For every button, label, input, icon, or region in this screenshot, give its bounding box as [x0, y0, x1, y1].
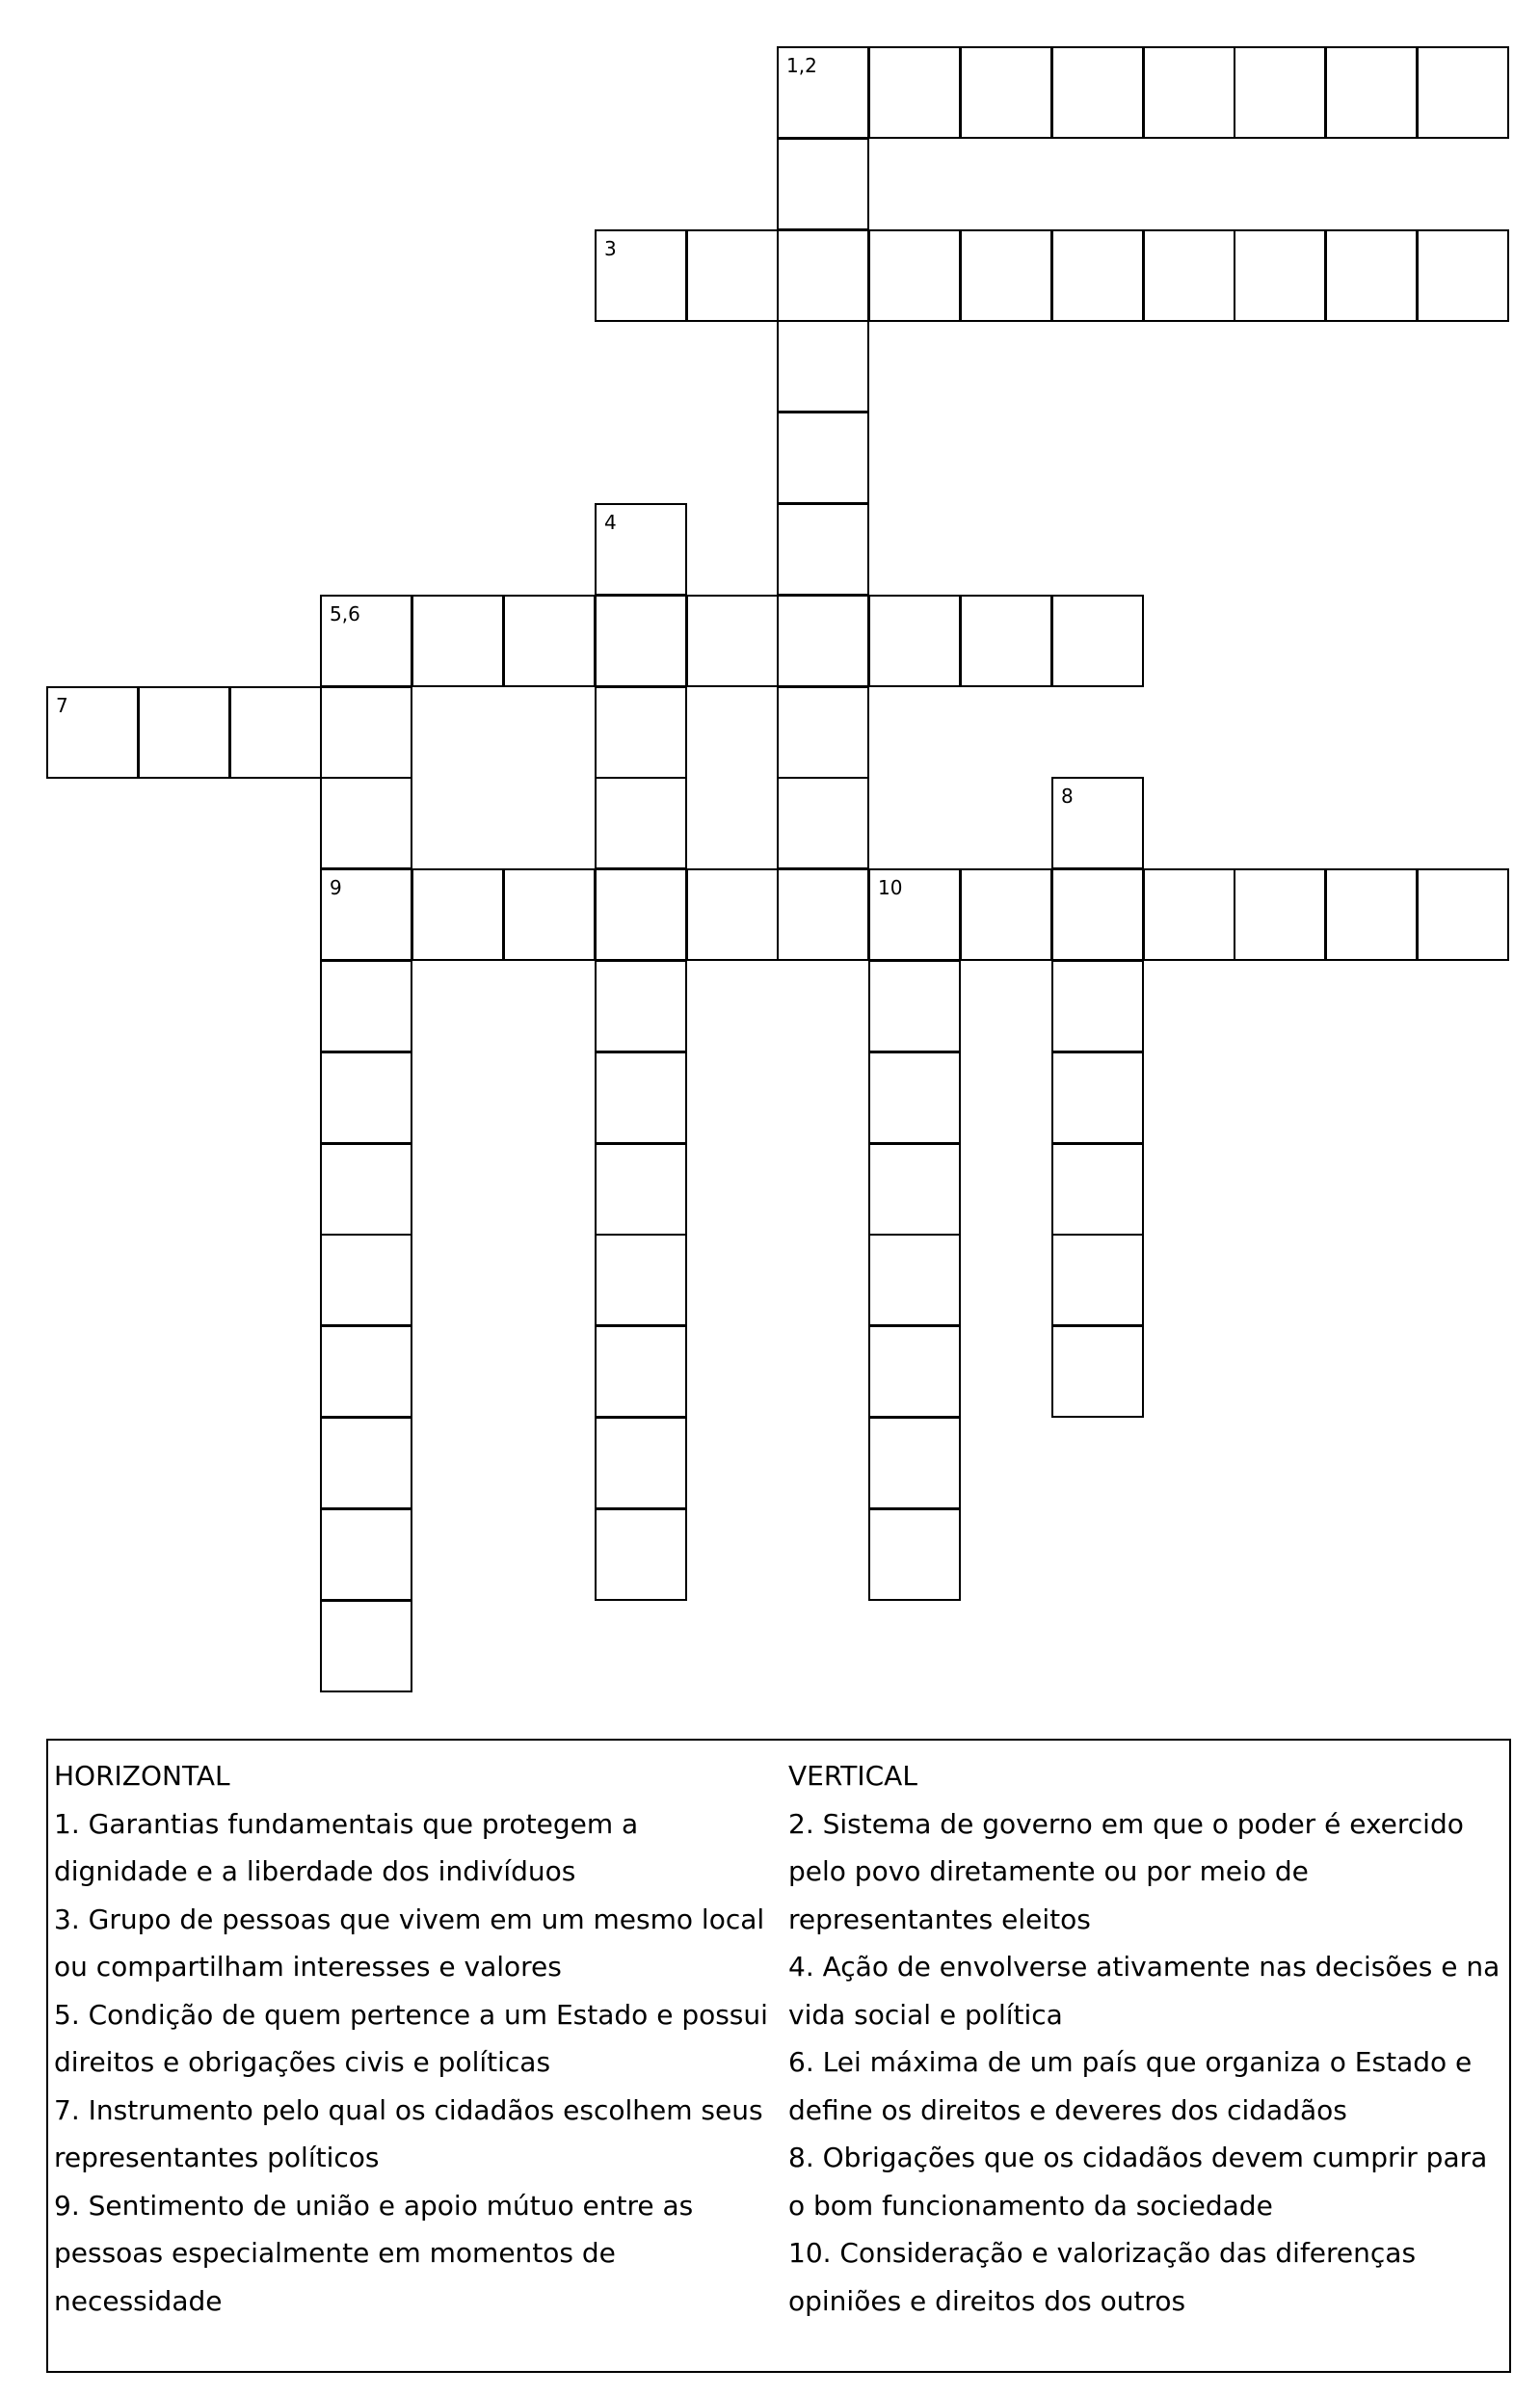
grid-cell[interactable]: [503, 595, 596, 687]
grid-cell[interactable]: [868, 1234, 961, 1326]
grid-cell[interactable]: [595, 1234, 687, 1326]
grid-cell[interactable]: [1417, 868, 1509, 961]
grid-cell[interactable]: [46, 686, 139, 779]
grid-cell[interactable]: [777, 777, 869, 869]
vertical-clue: 6. Lei máxima de um país que organiza o Estado e define os direitos e deveres dos cidadãos: [788, 2046, 1473, 2126]
grid-cell[interactable]: [595, 1325, 687, 1418]
grid-cell[interactable]: [868, 1508, 961, 1601]
grid-cell[interactable]: [777, 412, 869, 504]
grid-cell[interactable]: [595, 1052, 687, 1144]
grid-cell[interactable]: [1234, 868, 1326, 961]
grid-cell[interactable]: [1051, 777, 1144, 869]
vertical-clues: [788, 1752, 1507, 2325]
grid-cell[interactable]: [320, 595, 412, 687]
grid-cell[interactable]: [1325, 46, 1418, 139]
grid-cell[interactable]: [1051, 868, 1144, 961]
grid-cell[interactable]: [320, 1234, 412, 1326]
horizontal-clue: 9. Sentimento de união e apoio mútuo entre as pessoas especialmente em momentos de necessidade: [54, 2189, 694, 2317]
clues-box: [46, 1739, 1511, 2373]
grid-cell[interactable]: [1051, 960, 1144, 1052]
vertical-heading: VERTICAL: [788, 1760, 917, 1792]
grid-cell[interactable]: [503, 868, 596, 961]
horizontal-heading: HORIZONTAL: [54, 1760, 230, 1792]
grid-cell[interactable]: [1143, 868, 1235, 961]
clue-number: 7: [56, 694, 68, 717]
grid-cell[interactable]: [1051, 1143, 1144, 1236]
grid-cell[interactable]: [960, 868, 1052, 961]
grid-cell[interactable]: [960, 595, 1052, 687]
grid-cell[interactable]: [868, 868, 961, 961]
grid-cell[interactable]: [595, 868, 687, 961]
grid-cell[interactable]: [777, 229, 869, 322]
grid-cell[interactable]: [868, 229, 961, 322]
grid-cell[interactable]: [777, 868, 869, 961]
clue-number: 4: [604, 511, 617, 534]
grid-cell[interactable]: [138, 686, 230, 779]
grid-cell[interactable]: [1143, 229, 1235, 322]
clue-number: 9: [330, 876, 342, 899]
grid-cell[interactable]: [1417, 229, 1509, 322]
grid-cell[interactable]: [686, 229, 779, 322]
grid-cell[interactable]: [868, 595, 961, 687]
grid-cell[interactable]: [777, 503, 869, 596]
grid-cell[interactable]: [1325, 229, 1418, 322]
grid-cell[interactable]: [1234, 46, 1326, 139]
grid-cell[interactable]: [320, 777, 412, 869]
grid-cell[interactable]: [960, 46, 1052, 139]
grid-cell[interactable]: [777, 686, 869, 779]
grid-cell[interactable]: [1143, 46, 1235, 139]
horizontal-clues: [54, 1752, 779, 2325]
horizontal-clue: 3. Grupo de pessoas que vivem em um mesmo local ou compartilham interesses e valores: [54, 1903, 765, 1983]
grid-cell[interactable]: [1051, 1234, 1144, 1326]
grid-cell[interactable]: [686, 868, 779, 961]
grid-cell[interactable]: [320, 868, 412, 961]
grid-cell[interactable]: [320, 1417, 412, 1509]
grid-cell[interactable]: [320, 686, 412, 779]
horizontal-clue: 7. Instrumento pelo qual os cidadãos escolhem seus representantes políticos: [54, 2093, 763, 2173]
vertical-clue: 4. Ação de envolverse ativamente nas decisões e na vida social e política: [788, 1951, 1500, 2031]
grid-cell[interactable]: [1325, 868, 1418, 961]
grid-cell[interactable]: [686, 595, 779, 687]
horizontal-clue: 5. Condição de quem pertence a um Estado e possui direitos e obrigações civis e políticas: [54, 1998, 768, 2078]
grid-cell[interactable]: [777, 138, 869, 230]
grid-cell[interactable]: [777, 320, 869, 413]
grid-cell[interactable]: [868, 1143, 961, 1236]
grid-cell[interactable]: [1417, 46, 1509, 139]
grid-cell[interactable]: [595, 595, 687, 687]
grid-cell[interactable]: [777, 595, 869, 687]
grid-cell[interactable]: [412, 868, 504, 961]
grid-cell[interactable]: [960, 229, 1052, 322]
clue-number: 5,6: [330, 602, 360, 626]
horizontal-clue: 1. Garantias fundamentais que protegem a dignidade e a liberdade dos indivíduos: [54, 1807, 639, 1887]
grid-cell[interactable]: [320, 960, 412, 1052]
clue-number: 8: [1061, 785, 1074, 808]
grid-cell[interactable]: [1051, 1052, 1144, 1144]
grid-cell[interactable]: [1051, 46, 1144, 139]
grid-cell[interactable]: [1051, 229, 1144, 322]
grid-cell[interactable]: [595, 1143, 687, 1236]
grid-cell[interactable]: [1234, 229, 1326, 322]
grid-cell[interactable]: [868, 1417, 961, 1509]
grid-cell[interactable]: [868, 1325, 961, 1418]
grid-cell[interactable]: [595, 960, 687, 1052]
grid-cell[interactable]: [595, 229, 687, 322]
grid-cell[interactable]: [320, 1508, 412, 1601]
grid-cell[interactable]: [868, 1052, 961, 1144]
grid-cell[interactable]: [777, 46, 869, 139]
grid-cell[interactable]: [595, 503, 687, 596]
vertical-clue: 8. Obrigações que os cidadãos devem cumprir para o bom funcionamento da sociedade: [788, 2142, 1488, 2222]
grid-cell[interactable]: [320, 1325, 412, 1418]
grid-cell[interactable]: [320, 1052, 412, 1144]
vertical-clue: 2. Sistema de governo em que o poder é exercido pelo povo diretamente ou por meio de representantes eleitos: [788, 1807, 1464, 1935]
grid-cell[interactable]: [868, 960, 961, 1052]
grid-cell[interactable]: [320, 1143, 412, 1236]
grid-cell[interactable]: [320, 1600, 412, 1692]
clue-number: 1,2: [786, 54, 817, 77]
grid-cell[interactable]: [595, 686, 687, 779]
grid-cell[interactable]: [595, 1508, 687, 1601]
grid-cell[interactable]: [595, 1417, 687, 1509]
vertical-clue: 10. Consideração e valorização das diferenças opiniões e direitos dos outros: [788, 2237, 1417, 2317]
grid-cell[interactable]: [868, 46, 961, 139]
grid-cell[interactable]: [1051, 595, 1144, 687]
grid-cell[interactable]: [412, 595, 504, 687]
grid-cell[interactable]: [1051, 1325, 1144, 1418]
grid-cell[interactable]: [229, 686, 322, 779]
clue-number: 3: [604, 237, 617, 260]
grid-cell[interactable]: [595, 777, 687, 869]
clue-number: 10: [878, 876, 903, 899]
